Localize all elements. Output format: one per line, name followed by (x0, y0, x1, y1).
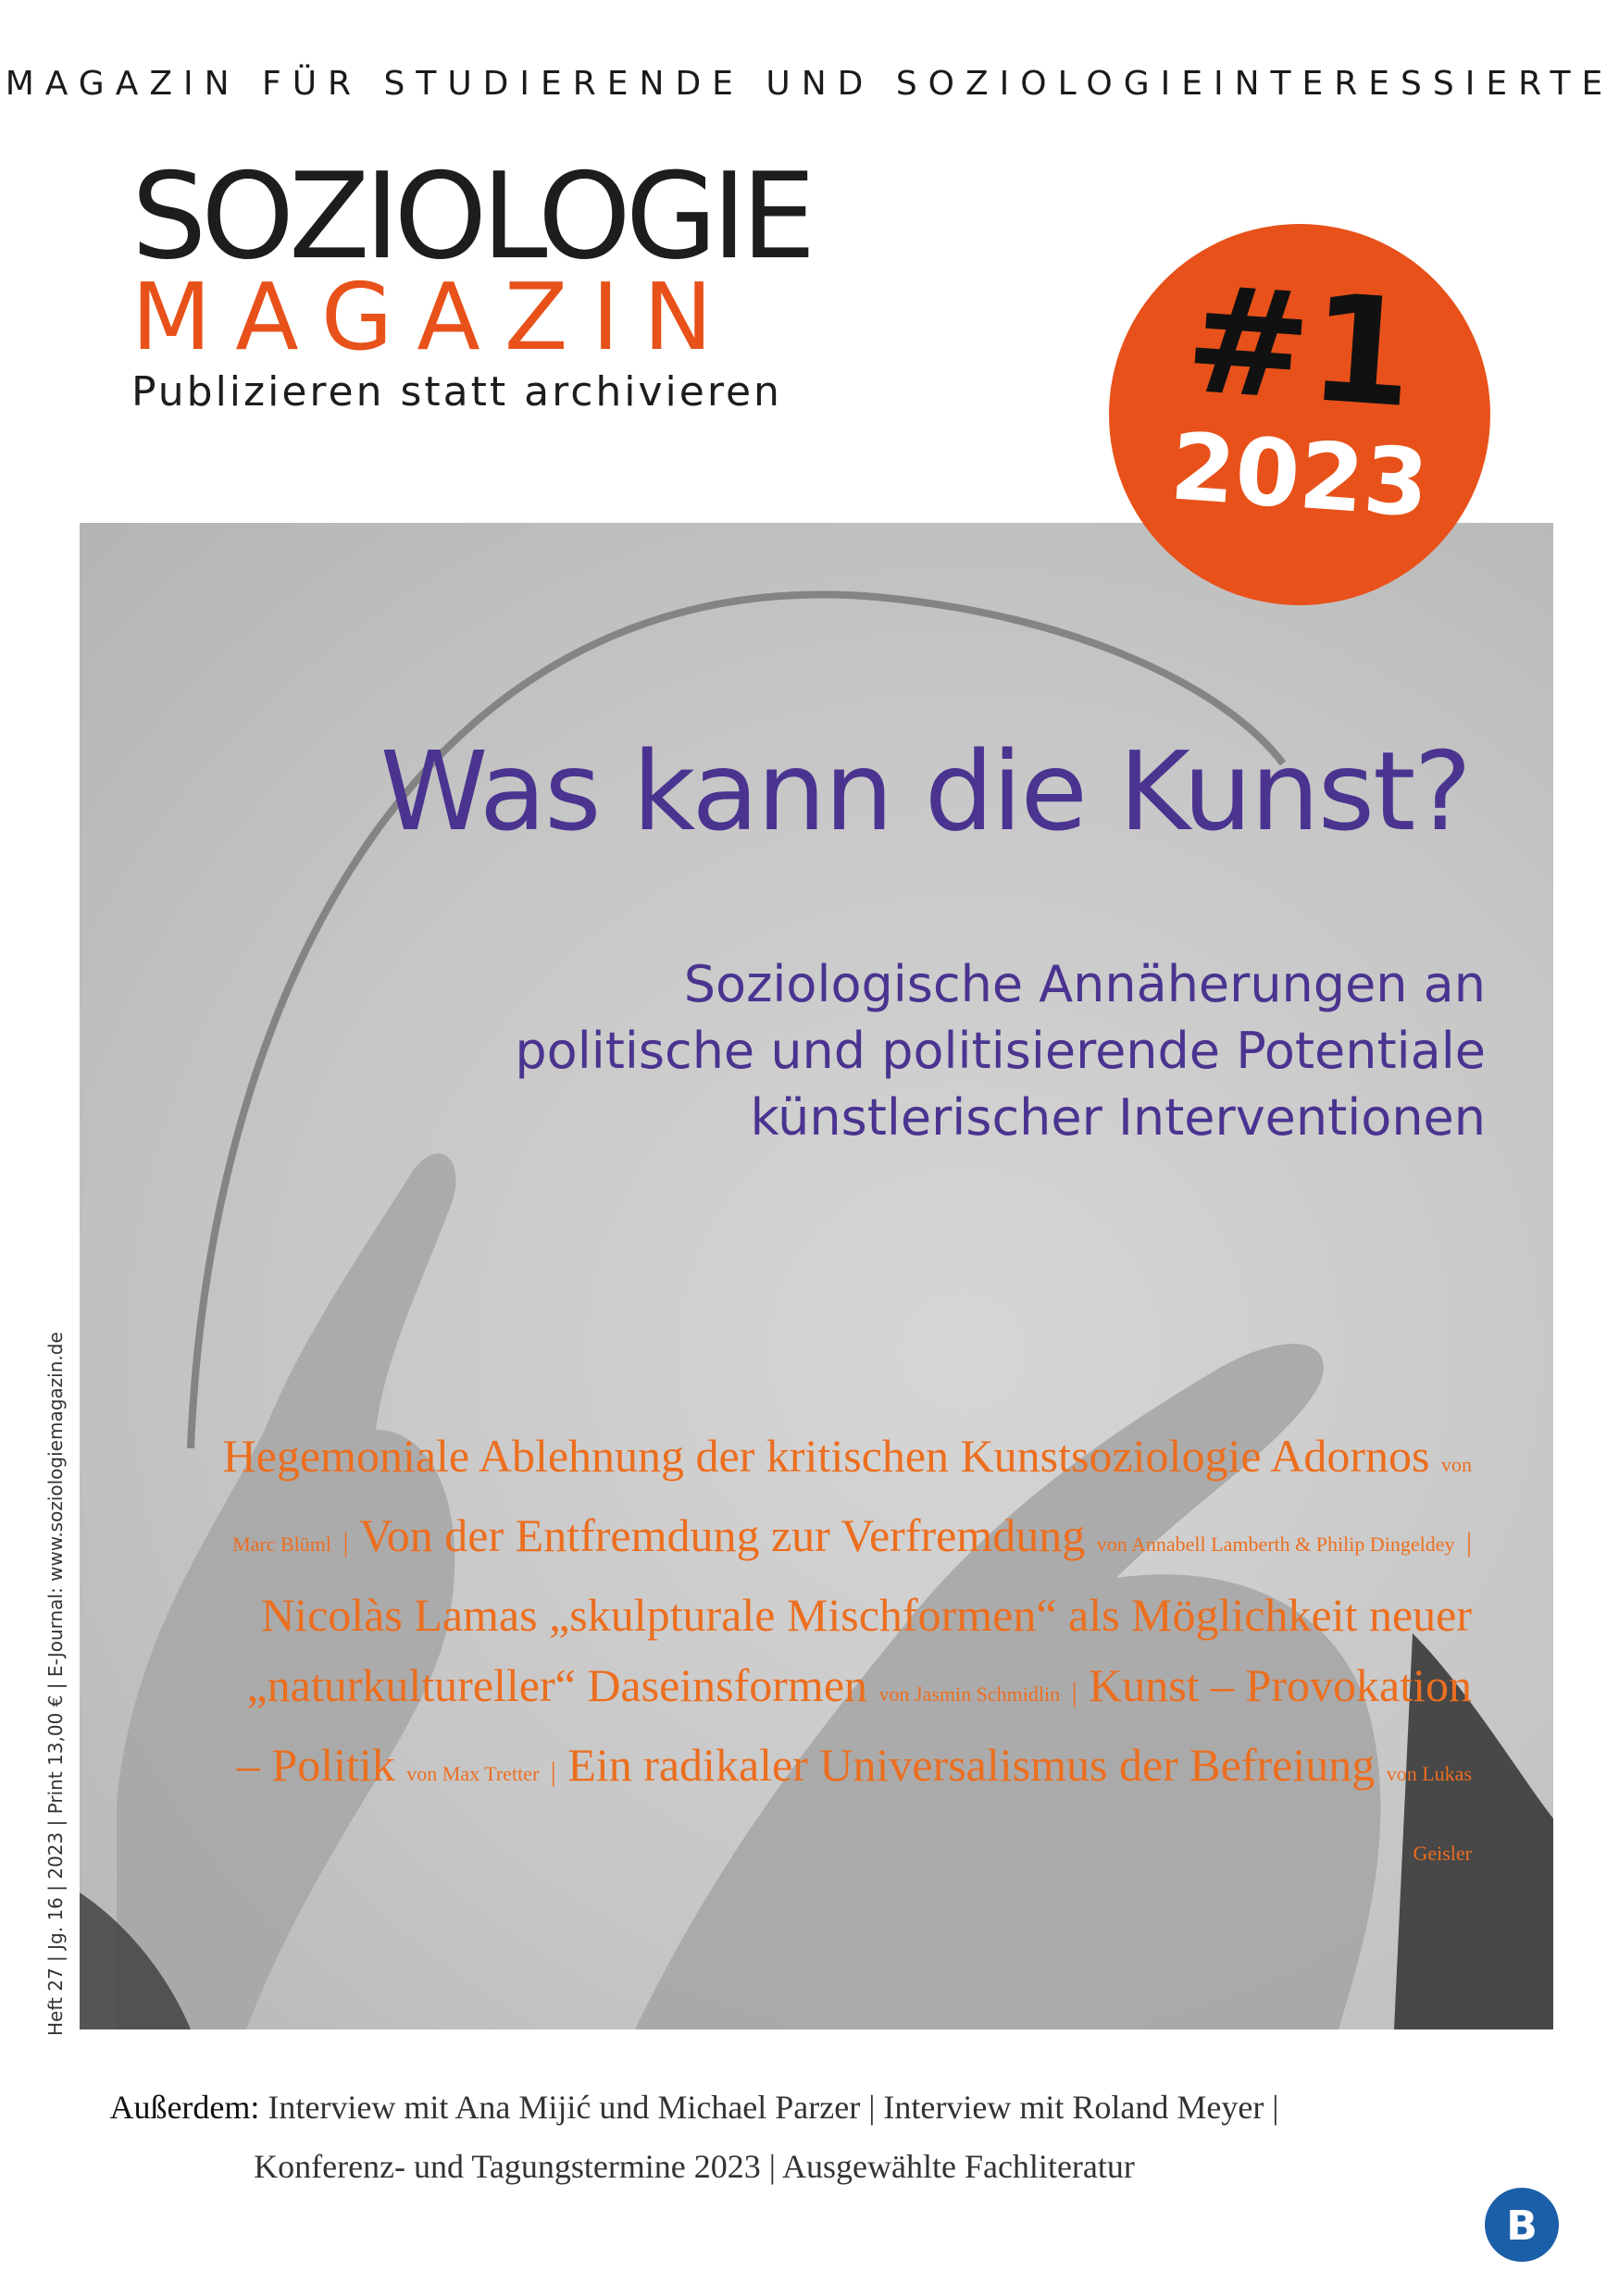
magazine-topline: MAGAZIN FÜR STUDIERENDE UND SOZIOLOGIEINTERESSIERTE (5, 65, 1614, 103)
article-title: Hegemoniale Ablehnung der kritischen Kunstsoziologie Adornos (222, 1430, 1430, 1482)
subheadline-line: Soziologische Annäherungen an (683, 955, 1486, 1013)
article-author: von Annabell Lamberth & Philip Dingeldey (1096, 1533, 1455, 1556)
footer-line-text: Interview mit Ana Mijić und Michael Parzer | Interview mit Roland Meyer | (268, 2089, 1279, 2126)
footer-line (0, 2078, 1389, 2137)
masthead-tagline: Publizieren statt archivieren (131, 368, 782, 416)
article-author: von Marc Blüml (232, 1453, 1472, 1556)
article-title: Nicolàs Lamas „skulpturale Mischformen“ als Möglichkeit neuer „naturkultureller“ Daseinsformen (246, 1589, 1472, 1711)
subheadline-line: politische und politisierende Potentiale (515, 1022, 1486, 1080)
issue-number: #1 (1180, 252, 1419, 441)
cover-headline: Was kann die Kunst? (380, 727, 1470, 855)
subheadline-line: künstlerischer Interventionen (750, 1088, 1486, 1147)
article-title: Ein radikaler Universalismus der Befreiung (567, 1739, 1376, 1791)
masthead-subtitle: MAGAZIN (131, 263, 737, 371)
article-title: Kunst – Provokation – Politik (236, 1659, 1472, 1791)
article-author: von Max Tretter (406, 1762, 540, 1785)
article-author: von Jasmin Schmidlin (878, 1682, 1061, 1706)
budrich-logo-icon (1485, 2188, 1559, 2262)
footer-lead: Außerdem: (109, 2089, 260, 2126)
footer-teaser (0, 2078, 1389, 2196)
issue-badge (1109, 224, 1490, 605)
issue-year: 2023 (1167, 412, 1432, 539)
footer-line-text: Konferenz- und Tagungstermine 2023 | Ausgewählte Fachliteratur (254, 2148, 1135, 2185)
cover-subheadline (0, 951, 1486, 1151)
article-separator: | (342, 1527, 349, 1558)
spine-info: Heft 27 | Jg. 16 | 2023 | Print 13,00 € | E-Journal: www.soziologiemagazin.de (44, 1332, 67, 2036)
article-title: Von der Entfremdung zur Verfremdung (359, 1509, 1086, 1561)
masthead-title: SOZIOLOGIE (131, 148, 811, 286)
article-separator: | (550, 1756, 556, 1787)
publisher-logo-letter: B (1506, 2203, 1538, 2250)
article-list (213, 1421, 1472, 1889)
article-separator: | (1071, 1677, 1077, 1707)
article-separator: | (1465, 1527, 1472, 1558)
masthead (131, 148, 835, 416)
article-author: von Lukas Geisler (1386, 1762, 1472, 1865)
